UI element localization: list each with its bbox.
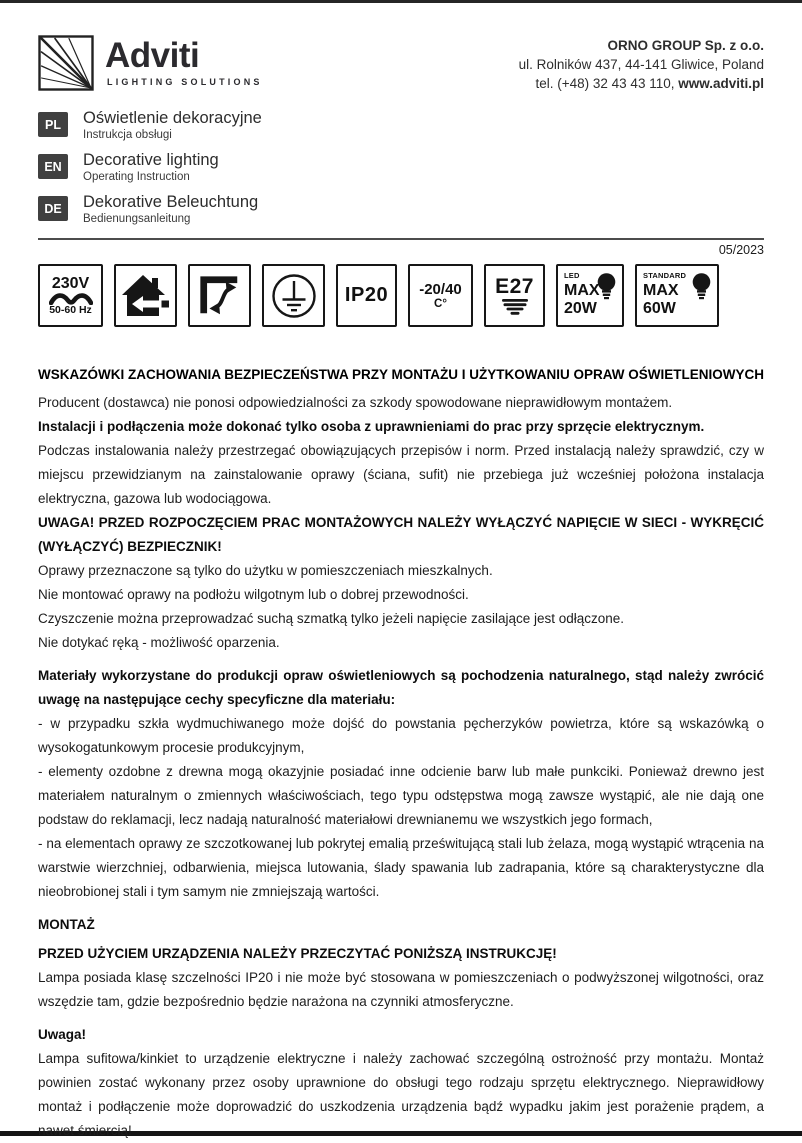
brand-logo [38, 35, 263, 96]
language-row-pl [38, 109, 764, 142]
temperature-range-icon [408, 264, 473, 327]
en-subtitle: Operating Instruction [83, 171, 190, 183]
led-watt-value: 20W [564, 300, 597, 317]
bulb-thread-icon [500, 299, 530, 315]
montaz-warning: PRZED UŻYCIEM URZĄDZENIA NALEŻY PRZECZYTAĆ PONIŻSZĄ INSTRUKCJĘ! [38, 946, 557, 961]
pl-badge: PL [38, 112, 68, 137]
company-info [519, 36, 764, 93]
ip-rating-value: IP20 [344, 284, 389, 306]
pl-title: Oświetlenie dekoracyjne [83, 109, 262, 127]
sine-wave-icon [49, 292, 93, 305]
language-row-en [38, 151, 764, 184]
warning-paragraph: UWAGA! PRZED ROZPOCZĘCIEM PRAC MONTAŻOWYCH NALEŻY WYŁĄCZYĆ NAPIĘCIE W SIECI - WYKRĘCIĆ (WYŁĄCZYĆ) BEZPIECZNIK! [38, 515, 764, 554]
paragraph: Oprawy przeznaczone są tylko do użytku w pomieszczeniach mieszkalnych. [38, 563, 493, 578]
led-max-label: MAX [564, 282, 600, 299]
voltage-icon [38, 264, 103, 327]
header-divider [38, 238, 764, 240]
uwaga-text: Lampa sufitowa/kinkiet to urządzenie elektryczne i należy zachować szczególną ostrożność przy montażu. Montaż powinien zostać wykonany przez osoby uprawnione do obsługi tego rodzaju sprzętu elektrycznego. Nieprawidłowy montaż i podłączenie może doprowadzić do uszkodzenia urządzenia bądź wypadku jakim jest porażenie prądem, a nawet śmiercią! [38, 1051, 764, 1138]
ip-rating-icon [336, 264, 397, 327]
materials-item: - na elementach oprawy ze szczotkowanej lub pokrytej emalią prześwitującą stali lub żelaza, mogą wystąpić wtrącenia na warstwie wierzchniej, odbarwienia, miejsca lutowania, ślady spawania lub zadrapania, które są charakterystyczne dla nieobrobionej stali i tym samym nie zmniejszają wartości. [38, 836, 764, 899]
led-max-power-icon [556, 264, 624, 327]
paragraph: Nie dotykać ręką - możliwość oparzenia. [38, 635, 280, 650]
materials-intro: Materiały wykorzystane do produkcji opraw oświetleniowych są pochodzenia naturalnego, stąd należy zwrócić uwagę na następujące cechy specyficzne dla materiału: [38, 668, 764, 707]
materials-item: - w przypadku szkła wydmuchiwanego może dojść do powstania pęcherzyków powietrza, które są wskazówką o wysokogatunkowym procesie produkcyjnym, [38, 716, 764, 755]
pl-subtitle: Instrukcja obsługi [83, 129, 172, 141]
paragraph: Producent (dostawca) nie ponosi odpowiedzialności za szkody spowodowane nieprawidłowym montażem. [38, 395, 673, 410]
company-address: ul. Rolników 437, 44-141 Gliwice, Poland [518, 57, 764, 72]
bulb-icon [691, 273, 712, 300]
company-website: www.adviti.pl [678, 76, 764, 91]
safety-heading: WSKAZÓWKI ZACHOWANIA BEZPIECZEŃSTWA PRZY MONTAŻU I UŻYTKOWANIU OPRAW OŚWIETLENIOWYCH [38, 367, 764, 382]
temperature-unit: C° [434, 297, 447, 310]
frequency-value: 50-60 Hz [49, 303, 92, 316]
en-title: Decorative lighting [83, 151, 219, 169]
earthing-icon [262, 264, 325, 327]
company-phone: tel. (+48) 32 43 43 110, [535, 76, 679, 91]
paragraph: Instalacji i podłączenia może dokonać tylko osoba z uprawnieniami do prac przy sprzęcie elektrycznym. [38, 419, 705, 434]
pictogram-row [38, 264, 764, 327]
montaz-text: Lampa posiada klasę szczelności IP20 i nie może być stosowana w pomieszczeniach o podwyższonej wilgotności, oraz wszędzie tam, gdzie bezpośrednio będzie narażona na czynniki atmosferyczne. [38, 970, 764, 1009]
en-badge: EN [38, 154, 68, 179]
language-list [38, 109, 764, 226]
instruction-body [38, 363, 764, 1143]
revision-date: 05/2023 [718, 243, 764, 257]
voltage-value: 230V [51, 274, 90, 292]
materials-item: - elementy ozdobne z drewna mogą okazyjnie posiadać inne odcienie barw lub małe punkciki. Ponieważ drewno jest materiałem naturalnym o zmiennych właściwościach, tego typu odstępstwa mogą zawsze wystąpić, ale nie dają one podstaw do reklamacji, lecz nadają naturalność materiałowi drewnianemu we wszystkich jego formach, [38, 764, 764, 827]
uwaga-heading: Uwaga! [38, 1027, 87, 1042]
temperature-value: -20/40 [419, 280, 462, 298]
de-title: Dekorative Beleuchtung [83, 193, 259, 211]
led-label: LED [564, 271, 580, 280]
standard-label: STANDARD [643, 271, 687, 280]
page-header [38, 35, 764, 96]
paragraph: Podczas instalowania należy przestrzegać obowiązujących przepisów i norm. Przed instalacją należy sprawdzić, czy w miejscu przewidzianym na zainstalowanie oprawy (ściana, sufit) nie przebiega już wcześniej położona instalacja elektryczna, gazowa lub wodociągowa. [38, 443, 764, 506]
standard-watt-value: 60W [643, 300, 676, 317]
de-badge: DE [38, 196, 68, 221]
wall-ceiling-mount-icon [188, 264, 251, 327]
paragraph: Nie montować oprawy na podłożu wilgotnym lub o dobrej przewodności. [38, 587, 469, 602]
adviti-logo-icon [38, 35, 94, 96]
brand-name: Adviti [105, 36, 200, 75]
standard-max-power-icon [635, 264, 719, 327]
company-contact [519, 74, 764, 93]
language-row-de [38, 193, 764, 226]
de-subtitle: Bedienungsanleitung [83, 213, 191, 225]
socket-type-value: E27 [495, 274, 534, 298]
socket-type-icon [484, 264, 545, 327]
paragraph: Czyszczenie można przeprowadzać suchą szmatką tylko jeżeli napięcie zasilające jest odłączone. [38, 611, 625, 626]
company-name: ORNO GROUP Sp. z o.o. [607, 38, 764, 53]
standard-max-label: MAX [643, 282, 679, 299]
montaz-heading: MONTAŻ [38, 917, 95, 932]
indoor-use-icon [114, 264, 177, 327]
brand-tagline: LIGHTING SOLUTIONS [107, 77, 263, 87]
